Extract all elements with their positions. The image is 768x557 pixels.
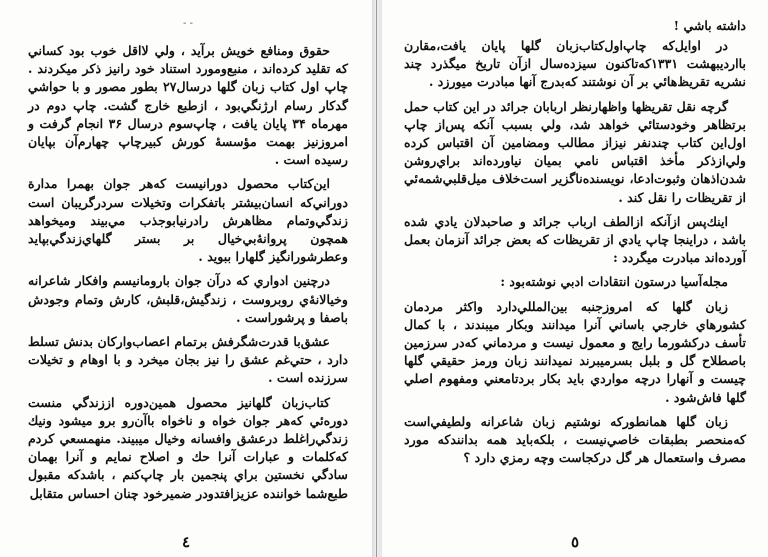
right-paragraph-6: زبان گلها همانطوركه نوشتيم زبان شاعرانه ولطيفي‌است كه‌منحصر بطبقات خاصي‌نيست ، بلكه‌بايد همه بدانندكه مورد مصرف واستعمال هر گل دركجاست وچه رمزي دارد ؟: [404, 413, 746, 466]
right-paragraph-1: در اوايل‌كه چاپ‌اول‌كتاب‌زبان گلها پايان يافت،مقارن بااردیبهشت ۱۳۳۱كه‌تاكنون سيزده‌سال ازآن تاريخ ميگذرد چند نشريه تقريظ‌هائي بر آن نوشتند كه‌بدرج آنها مبادرت ميورزد .: [404, 38, 746, 90]
right-paragraph-2: گرچه نقل تقريظها واظهارنظر اربابان جرائد در اين كتاب حمل برتظاهر وخودستائي خواهد شد، ولي بسبب آنكه پس‌از چاپ اول‌اين كتاب چندنفر نيزاز مطالب ومضامين آن اقتباس كرده ولي‌ازذكر مأخذ اقتباس نامي بميان نياورده‌اند براي‌روشن شدن‌اذهان وثبوت‌ادعا، نويسنده‌ناگزير است‌خلاف ميل‌قلبي‌شمه‌ئي از تقريظات را نقل كند .: [404, 98, 746, 205]
left-paragraph-2: اين‌كتاب محصول دورانيست كه‌هر جوان بهمرا مدارة دوراني‌كه انسان‌بيشتر باتفكرات وتخيلات سردرگريبان است زندگي‌وتمام مظاهرش رادرنيا‌بوجذب مي‌بيند وميخواهد همچون پروانهٔ‌بي‌خيال بر بستر گلهاي‌زندگي‌بپايد وعطرشورانگيز گلهارا ببويد .: [28, 176, 348, 265]
right-page: [382, 0, 768, 557]
right-paragraph-4: مجله‌آسيا درستون انتقادات ادبي نوشته‌بود :: [500, 274, 728, 290]
left-page-text: [28, 42, 348, 503]
top-mark: - -: [183, 18, 193, 29]
left-paragraph-5: كتاب‌زبان گلهانيز محصول همين‌دوره اززندگي منست دوره‌ئي كه‌هر جوان خواه و ناخواه باآن‌رو برو ميشود ونيك زندگي‌راغلط درعشق وافسانه وخيال ميبيند. منهمسعي كردم كه‌كلمات و عبارات آنرا حك و اصلاح نمايم و آنرا بهمان سادگي نخستين براي پنجمين بار چاپ‌كنم ، باشدكه مقبول طبع‌شما خواننده عزيزافتدودر ضميرخود چنان احساس متقابل: [28, 394, 348, 501]
running-title: داشته باشي !: [673, 18, 746, 33]
left-paragraph-1: حقوق ومنافع خويش برآيد ، ولي لااقل خوب بود كساني كه تقليد كرده‌اند ، منبع‌ومورد استناد خود رانيز ذكر ميكردند . چاپ اول كتاب زبان گلها درسال۲۷ بطور مصور و با حواشي گدكار رسام ارژنگي‌بود ، ازطبع خارج گشت. چاپ دوم در مهرماه ۳۴ پايان يافت ، چاپ‌سوم درسال ۳۶ انجام گرفت و امروزنيز بهمت مؤسسهٔ كورش كبيرچاپ چهارم‌آن بپايان رسيده است .: [28, 43, 348, 168]
right-page-text: [404, 37, 746, 467]
left-paragraph-4: عشق‌با قدرت‌شگرفش بر‌تمام اعصاب‌واركان بدنش تسلط دارد ، حتي‌غم عشق را نيز بجان ميخرد و با اوهام و تخيلات سرزنده است .: [28, 334, 348, 386]
left-page-number: ٤: [181, 533, 191, 551]
right-page-number: ٥: [570, 533, 580, 551]
right-paragraph-5: زبان گلها كه امروزجنبه بين‌المللي‌دارد واكثر مردمان كشورهاي خارجي باساني آنرا ميدانند وبكار ميبندند ، با كمال تأسف دركشورما رايج و معمول نيست و مردماني كه‌در سرزمين باصطلاح گل و بلبل بسرميبرند نميدانند زبان ورمز حقيقي گلها چيست و آنهارا درچه مواردي بايد بكار بردتامعني ومفهوم اصلي گلها فاش‌شود .: [404, 298, 746, 405]
left-page: [0, 0, 372, 557]
book-gutter: [372, 0, 382, 557]
gutter-divider: [376, 0, 377, 557]
left-paragraph-3: درچنين ادواري كه درآن جوان باروما‌نيسم وافكار شاعرانه وخيالانهٔ‌ي روبروست ، زندگيش،قلبش، كارش وتمام وجودش باصفا و پرشوراست .: [28, 273, 348, 325]
right-paragraph-3: اينك‌پس ازآنكه ازالطف ارباب جرائد و صاحبدلان يادي شده باشد ، دراينجا چاپ يادي از تقريظات كه بعض جرائد آنزمان بعمل آورده‌اند مبادرت ميگردد :: [404, 213, 746, 266]
